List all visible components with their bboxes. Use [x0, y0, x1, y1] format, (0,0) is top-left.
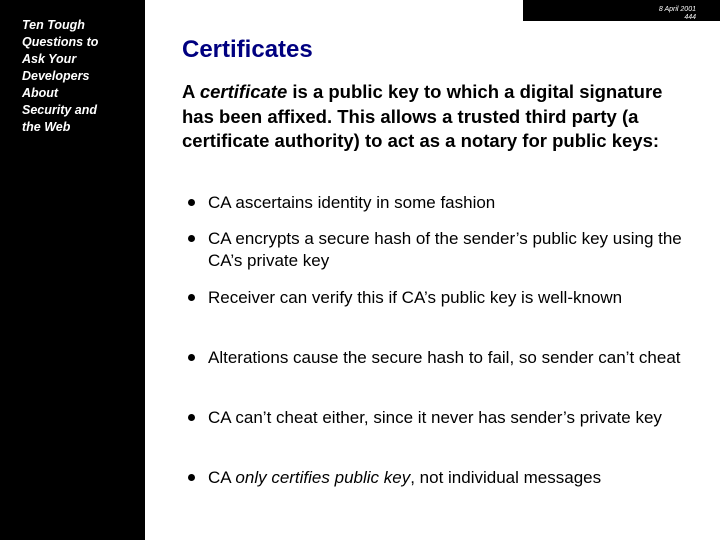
sidebar-title-line: About	[22, 86, 59, 100]
sidebar-title-line: Security and	[22, 103, 98, 117]
bullet-text: Receiver can verify this if CA’s public key is well-known	[208, 288, 623, 307]
bullet-dot-icon	[188, 354, 195, 361]
sidebar-title-line: the Web	[22, 120, 71, 134]
bullet-dot-icon	[188, 294, 195, 301]
bullet-text	[208, 467, 698, 489]
intro-paragraph	[182, 80, 692, 154]
page-number: 444	[684, 14, 696, 21]
sidebar-title-line: Ten Tough	[22, 18, 85, 32]
bullet-dot-icon	[188, 414, 195, 421]
slide-title: Certificates	[182, 36, 313, 63]
bullet-text: CA can’t cheat either, since it never has sender’s private key	[208, 408, 662, 427]
bullet-dot-icon	[188, 235, 195, 242]
header-bar	[523, 0, 720, 21]
sidebar-title-line: Developers	[22, 69, 90, 83]
bullet-text: CA encrypts a secure hash of the sender’s public key using the CA’s private key	[208, 229, 682, 270]
intro-prefix: A	[182, 81, 200, 102]
bullet-prefix: CA	[208, 468, 236, 487]
bullet-dot-icon	[188, 474, 195, 481]
sidebar-title-line: Questions to	[22, 35, 99, 49]
bullet-text: CA ascertains identity in some fashion	[208, 193, 496, 212]
bullet-text: Alterations cause the secure hash to fail, so sender can’t cheat	[208, 348, 681, 367]
bullet-dot-icon	[188, 199, 195, 206]
sidebar-title-line: Ask Your	[22, 52, 77, 66]
sidebar-title	[22, 17, 132, 136]
bullet-rest: , not individual messages	[410, 468, 602, 487]
intro-rest: is a public key to which a digital signature has been affixed. This allows a trusted third party (a certificate authority) to act as a notary for public keys:	[182, 81, 663, 151]
bullet-emphasis: only certifies public key	[235, 468, 411, 487]
header-info	[659, 6, 696, 22]
slide-date: 8 April 2001	[658, 6, 696, 13]
intro-emphasis: certificate	[199, 81, 288, 102]
